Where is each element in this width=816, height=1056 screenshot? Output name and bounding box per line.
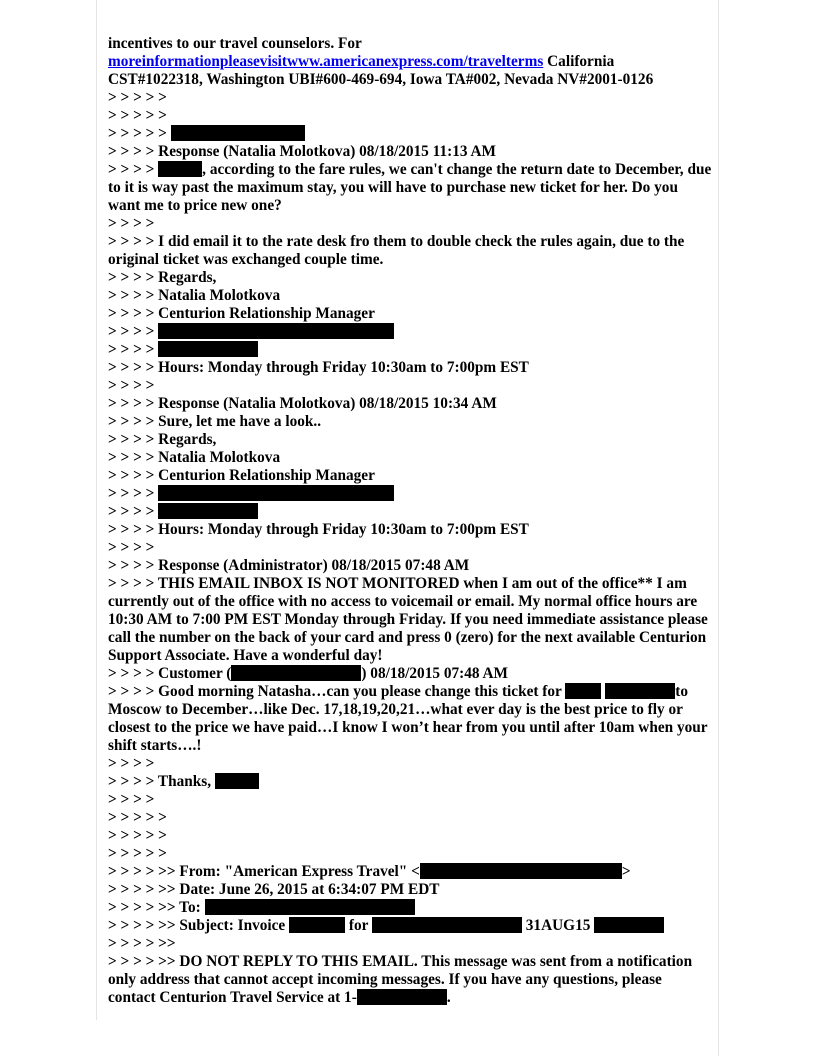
signature-line: > > > > Centurion Relationship Manager — [108, 467, 375, 484]
quote-marker-line: > > > > > — [108, 827, 167, 844]
text-segment: . — [446, 989, 451, 1006]
text-paragraph: > > > > THIS EMAIL INBOX IS NOT MONITORED when I am out of the office** I am currently out of the office with no access to voicemail or email. My normal office hours are 10:30 AM to 7:00 PM EST Monday through Friday. If you need immediate assistance please call the number on the back of your card and press 0 (zero) for the next available Centurion Support Associate. Have a wonderful day! — [108, 575, 712, 664]
quote-marker-line: > > > > — [108, 791, 155, 808]
redaction-box — [158, 161, 202, 177]
text-segment: > > > > >> To: — [108, 899, 205, 916]
text-line — [108, 125, 712, 143]
text-segment: to Moscow to December…like Dec. 17,18,19,20,21…what ever day is the best price to fly or closest to the price we have paid…I know I won’t hear from you until after 10am when your shift starts….! — [108, 683, 712, 754]
redaction-box — [357, 989, 447, 1005]
text-segment: > > > > >> From: "American Express Travel" < — [108, 863, 420, 880]
from-header — [108, 863, 712, 881]
quote-marker-line: > > > > > — [108, 89, 167, 106]
page-margin-rule-right — [718, 0, 719, 1056]
text-paragraph: > > > > I did email it to the rate desk fro them to double check the rules again, due to the original ticket was exchanged couple time. — [108, 233, 689, 268]
to-header — [108, 899, 712, 917]
text-segment: > > > > — [108, 485, 159, 502]
quote-marker-line: > > > > > — [108, 107, 167, 124]
text-line — [108, 323, 712, 341]
signature-line: > > > > Natalia Molotkova — [108, 287, 281, 304]
text-segment: > > > > >> Subject: Invoice — [108, 917, 290, 934]
redaction-box — [594, 917, 664, 933]
text-segment: 31AUG15 — [521, 917, 595, 934]
text-segment: , according to the fare rules, we can't change the return date to December, due to it is way past the maximum stay, you will have to purchase new ticket for her. Do you want me to price new one? — [108, 161, 716, 214]
text-segment: > > > > Customer ( — [108, 665, 232, 682]
quote-marker-line: > > > > — [108, 377, 155, 394]
signature-line: > > > > Natalia Molotkova — [108, 449, 281, 466]
text-segment: > — [621, 863, 631, 880]
redaction-box — [231, 665, 361, 681]
text-line — [108, 503, 712, 521]
redaction-box — [158, 323, 394, 339]
signature-line: > > > > Regards, — [108, 269, 217, 286]
redaction-box — [605, 683, 675, 699]
text-line: CST#1022318, Washington UBI#600-469-694, Iowa TA#002, Nevada NV#2001-0126 — [108, 71, 654, 88]
text-segment: > > > > — [108, 161, 159, 178]
hours-line: > > > > Hours: Monday through Friday 10:30am to 7:00pm EST — [108, 521, 529, 538]
redaction-box — [205, 899, 415, 915]
redaction-box — [372, 917, 522, 933]
text-segment: > > > > — [108, 503, 159, 520]
redaction-box — [158, 341, 258, 357]
quote-marker-line: > > > > — [108, 755, 155, 772]
text-line — [108, 341, 712, 359]
email-thread-body — [108, 35, 716, 1007]
customer-header — [108, 665, 712, 683]
text-line — [108, 485, 712, 503]
text-segment: > > > > > — [108, 125, 171, 142]
text-paragraph — [108, 683, 712, 755]
text-paragraph — [108, 161, 716, 215]
signature-line: > > > > Regards, — [108, 431, 217, 448]
response-header: > > > > Response (Natalia Molotkova) 08/18/2015 10:34 AM — [108, 395, 497, 412]
response-header: > > > > Response (Natalia Molotkova) 08/18/2015 11:13 AM — [108, 143, 496, 160]
subject-header — [108, 917, 712, 935]
text-paragraph — [108, 953, 712, 1007]
text-segment: > > > > >> DO NOT REPLY TO THIS EMAIL. This message was sent from a notification only address that cannot accept incoming messages. If you have any questions, please contact Centurion Travel Service at 1- — [108, 953, 696, 1006]
text-line: incentives to our travel counselors. For — [108, 35, 362, 52]
text-segment: > > > > — [108, 341, 159, 358]
text-segment: California — [543, 53, 615, 70]
text-segment: > > > > Thanks, — [108, 773, 215, 790]
quote-marker-line: > > > > — [108, 539, 155, 556]
quote-marker-line: > > > > > — [108, 845, 167, 862]
text-segment: > > > > Good morning Natasha…can you please change this ticket for — [108, 683, 566, 700]
text-segment: for — [345, 917, 372, 934]
redaction-box — [171, 125, 305, 141]
text-line — [108, 53, 712, 71]
text-segment: > > > > — [108, 323, 159, 340]
response-header: > > > > Response (Administrator) 08/18/2015 07:48 AM — [108, 557, 470, 574]
travel-terms-link[interactable]: moreinformationpleasevisitwww.americanexpress.com/travelterms — [108, 53, 544, 70]
quote-marker-line: > > > > — [108, 215, 155, 232]
text-segment: ) 08/18/2015 07:48 AM — [361, 665, 508, 682]
text-line — [108, 773, 712, 791]
redaction-box — [289, 917, 345, 933]
text-line: > > > > Sure, let me have a look.. — [108, 413, 322, 430]
hours-line: > > > > Hours: Monday through Friday 10:30am to 7:00pm EST — [108, 359, 529, 376]
redaction-box — [158, 503, 258, 519]
redaction-box — [565, 683, 601, 699]
date-header: > > > > >> Date: June 26, 2015 at 6:34:07 PM EDT — [108, 881, 440, 898]
redaction-box — [158, 485, 394, 501]
quote-marker-line: > > > > >> — [108, 935, 176, 952]
redaction-box — [420, 863, 622, 879]
page-margin-rule-left — [96, 0, 97, 1020]
quote-marker-line: > > > > > — [108, 809, 167, 826]
redaction-box — [215, 773, 259, 789]
signature-line: > > > > Centurion Relationship Manager — [108, 305, 375, 322]
